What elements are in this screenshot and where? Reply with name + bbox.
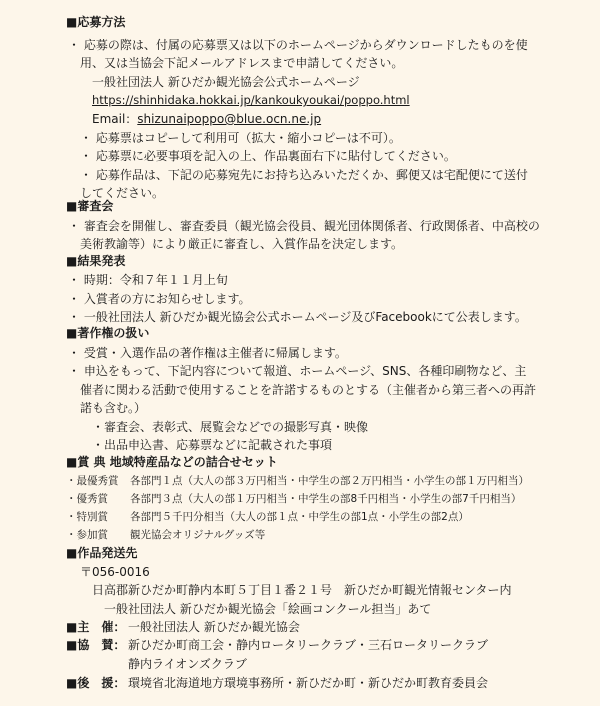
support-list: 環境省北海道地方環境事務所・新ひだか町・新ひだか町教育委員会 — [128, 676, 489, 690]
heading-delivery: ■作品発送先 — [66, 546, 138, 560]
heading-judging: ■審査会 — [66, 199, 114, 213]
prize-text-excellent: 各部門３点（大人の部１万円相当・中学生の部8千円相当・小学生の部7千円相当） — [130, 493, 522, 505]
prize-label: ・優秀賞 — [66, 493, 108, 505]
copyright-sub-2: ・出品申込書、応募票などに記載された事項 — [92, 438, 333, 452]
sponsor-label: ■協 賛： — [66, 638, 126, 652]
heading-prizes: ■賞 典 地域特産品などの詰合せセット — [66, 455, 278, 469]
prize-row-excellent — [66, 491, 108, 507]
application-bullet-3: ・ 応募票に必要事項を記入の上、作品裏面右下に貼付してください。 — [80, 149, 456, 163]
prize-row-grand — [66, 473, 119, 489]
heading-application: ■応募方法 — [66, 15, 126, 29]
homepage-link[interactable]: https://shinhidaka.hokkai.jp/kankoukyoukai/poppo.html — [92, 93, 410, 107]
support-label: ■後 援： — [66, 676, 126, 690]
prize-row-participation — [66, 527, 108, 543]
prize-label: ・参加賞 — [66, 529, 108, 541]
host-name: 一般社団法人 新ひだか観光協会 — [128, 620, 300, 634]
copyright-item-2b: 催者に関わる活動で使用することを許諾するものとする（主催者から第三者への再許 — [80, 383, 537, 397]
postal-code: 〒056-0016 — [80, 565, 150, 579]
judging-line-2: 美術教諭等）により厳正に審査し、入賞作品を決定します。 — [80, 237, 404, 251]
application-bullet-4a: ・ 応募作品は、下記の応募宛先にお持ち込みいただくか、郵便又は宅配便にて送付 — [80, 168, 528, 182]
prize-text-participation: 観光協会オリジナルグッズ等 — [130, 529, 266, 541]
email-label: Email： — [92, 112, 138, 126]
prize-label: ・最優秀賞 — [66, 475, 119, 487]
sponsor-list-1: 新ひだか町商工会・静内ロータリークラブ・三石ロータリークラブ — [128, 638, 489, 652]
copyright-item-2a: ・ 申込をもって、下記内容について報道、ホームページ、SNS、各種印刷物など、主 — [68, 364, 527, 378]
delivery-address: 日高郡新ひだか町静内本町５丁目１番２１号 新ひだか町観光情報センター内 — [92, 583, 512, 597]
results-item-2: ・ 入賞者の方にお知らせします。 — [68, 292, 251, 306]
application-bullet-4b: してください。 — [80, 186, 165, 200]
sponsor-list-2: 静内ライオンズクラブ — [128, 657, 247, 671]
delivery-recipient: 一般社団法人 新ひだか観光協会「絵画コンクール担当」あて — [104, 602, 432, 616]
association-name: 一般社団法人 新ひだか観光協会公式ホームページ — [92, 75, 360, 89]
judging-line-1: ・ 審査会を開催し、審査委員（観光協会役員、観光団体関係者、行政関係者、中高校の — [68, 219, 540, 233]
results-item-3: ・ 一般社団法人 新ひだか観光協会公式ホームページ及びFacebookにて公表します。 — [68, 310, 527, 324]
prize-text-special: 各部門５千円分相当（大人の部１点・中学生の部1点・小学生の部2点） — [130, 511, 469, 523]
heading-results: ■結果発表 — [66, 254, 126, 268]
prize-text-grand: 各部門１点（大人の部３万円相当・中学生の部２万円相当・小学生の部１万円相当） — [130, 475, 529, 487]
application-line-2: 用、又は当協会下記メールアドレスまで申請してください。 — [80, 56, 404, 70]
email-link[interactable]: shizunaipoppo@blue.ocn.ne.jp — [137, 112, 322, 126]
copyright-item-1: ・ 受賞・入選作品の著作権は主催者に帰属します。 — [68, 346, 347, 360]
host-label: ■主 催： — [66, 620, 126, 634]
email-row — [92, 111, 321, 127]
application-line-1: ・ 応募の際は、付属の応募票又は以下のホームページからダウンロードしたものを使 — [68, 38, 528, 52]
copyright-sub-1: ・審査会、表彰式、展覧会などでの撮影写真・映像 — [92, 420, 369, 434]
prize-row-special — [66, 509, 108, 525]
results-item-1: ・ 時期：令和７年１１月上旬 — [68, 273, 228, 287]
application-bullet-2: ・ 応募票はコピーして利用可（拡大・縮小コピーは不可）。 — [80, 131, 401, 145]
heading-copyright: ■著作権の扱い — [66, 326, 150, 340]
copyright-item-2c: 諾も含む。） — [80, 401, 147, 415]
prize-label: ・特別賞 — [66, 511, 108, 523]
